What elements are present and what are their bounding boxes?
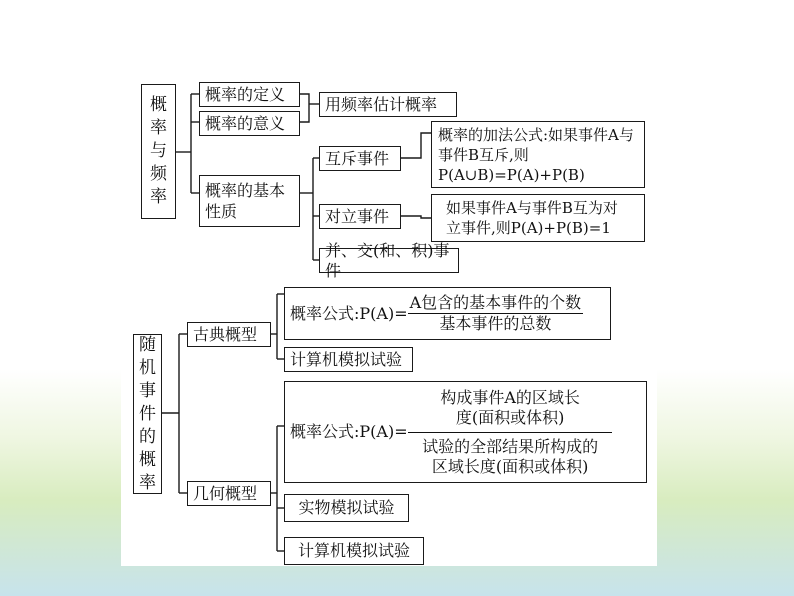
node-geometric-computer-simulation [284,537,424,565]
complementary-formula-text: 如果事件A与事件B互为对立事件,则P(A)+P(B)=1 [446,199,618,237]
basic-properties-label: 概率的基本性质 [205,181,286,221]
classical-fraction [408,293,584,334]
mutually-exclusive-label: 互斥事件 [325,148,390,168]
node-basic-properties [199,175,300,227]
probability-and-frequency-label: 概率与频率 [150,95,167,207]
node-estimate [319,92,457,117]
estimate-label: 用频率估计概率 [325,94,438,114]
node-geometric [187,481,271,506]
geometric-denominator: 试验的全部结果所构成的区域长度(面积或体积) [422,436,599,476]
classical-simulation-label: 计算机模拟试验 [290,349,403,369]
node-classical [187,322,271,347]
addition-formula-box [431,121,645,188]
complementary-label: 对立事件 [325,206,390,226]
geometric-formula-prefix: 概率公式:P(A)= [290,422,408,441]
complementary-formula-box [431,194,645,242]
meaning-label: 概率的意义 [205,113,286,133]
classical-label: 古典概型 [193,324,258,344]
geometric-numerator: 构成事件A的区域长度(面积或体积) [408,388,612,433]
node-classical-simulation [284,347,413,372]
classical-denominator: 基本事件的总数 [439,314,552,333]
node-meaning [199,111,300,136]
node-physical-simulation [284,494,409,522]
geometric-computer-simulation-label: 计算机模拟试验 [297,541,410,560]
addition-formula-text: 概率的加法公式:如果事件A与事件B互斥,则P(A∪B)=P(A)+P(B) [438,126,634,184]
definition-label: 概率的定义 [205,84,286,104]
classical-formula-box [284,287,611,340]
random-event-probability-title [133,334,162,494]
probability-and-frequency-title [141,84,176,219]
physical-simulation-label: 实物模拟试验 [298,498,395,517]
node-definition [199,82,300,107]
classical-numerator: A包含的基本事件的个数 [409,293,582,312]
geometric-formula-box [284,381,647,483]
node-mutually-exclusive [319,146,401,171]
node-union-intersection [319,240,459,280]
geometric-fraction [408,388,613,477]
geometric-label: 几何概型 [193,483,258,503]
random-event-probability-label: 随机事件的概率 [139,334,156,493]
node-complementary [319,204,401,229]
concept-map [121,76,657,566]
union-intersection-label: 并、交(和、积)事件 [325,240,450,280]
classical-formula-prefix: 概率公式:P(A)= [290,303,408,323]
